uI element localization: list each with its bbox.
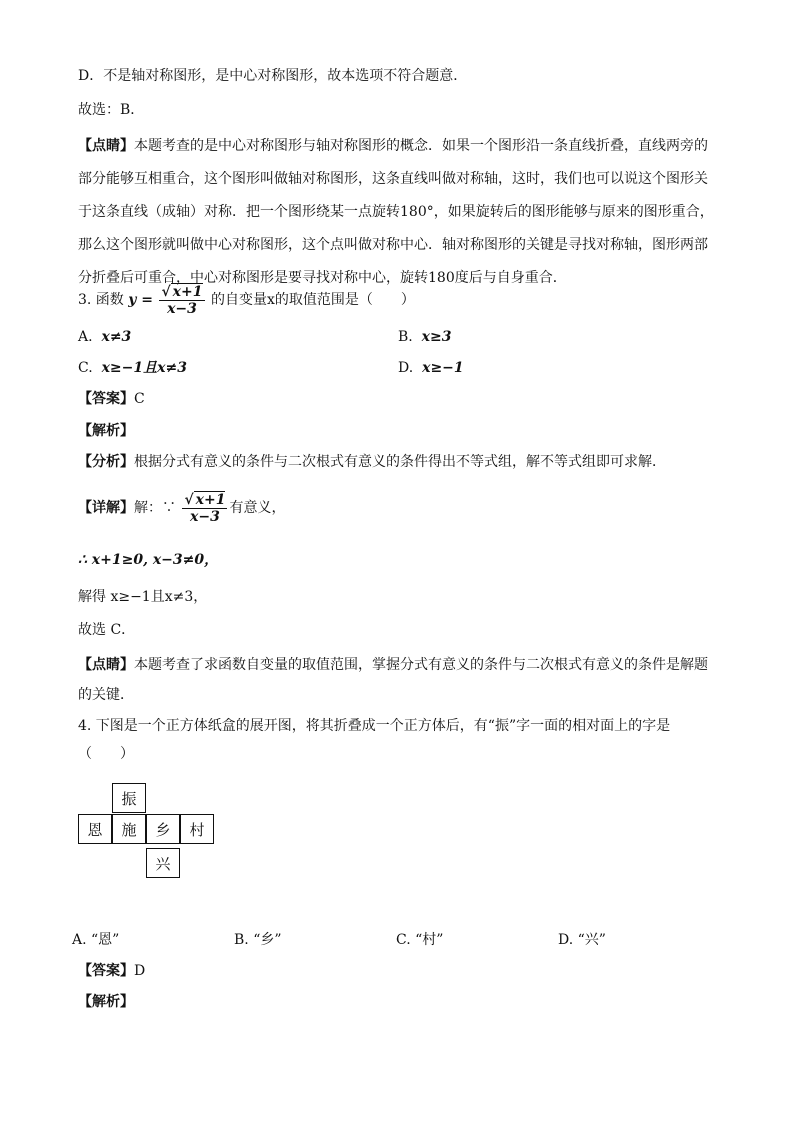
cube-cell-cun: 村 xyxy=(180,814,214,844)
conclusion-text: 故选：B． xyxy=(78,102,145,118)
cube-cell-xing: 兴 xyxy=(146,848,180,878)
question-3-stem: 3. 函数 y = $\frac{√ x+1}{x-3}$ 的自变量x的取值范围是（ ） xyxy=(78,284,415,317)
cube-cell-shi: 施 xyxy=(112,814,146,844)
q3-answer: 【答案】C xyxy=(78,391,145,407)
q3-jiexi-label: 【解析】 xyxy=(78,423,134,439)
q3-xiangjie: 【详解】解：∵ $\frac{√ x+1}{x-3}$ 有意义， xyxy=(78,492,286,525)
q3-step-3: 故选 C． xyxy=(78,622,136,638)
q3-option-b: B. x≥3 xyxy=(398,329,452,345)
cube-cell-en: 恩 xyxy=(78,814,112,844)
q4-option-b: B. “乡” xyxy=(234,932,282,948)
q4-answer: 【答案】D xyxy=(78,963,146,979)
cube-cell-zhen: 振 xyxy=(112,783,146,813)
dianjing-paragraph xyxy=(78,130,718,295)
q3-option-c: C. x≥−1且x≠3 xyxy=(78,360,187,376)
q4-option-c: C. “村” xyxy=(396,932,444,948)
dianjing-text: 本题考查的是中心对称图形与轴对称图形的概念．如果一个图形沿一条直线折叠，直线两旁的部分能够互相重合，这个图形叫做轴对称图形，这条直线叫做对称轴，这时，我们也可以说这个图形关于这条直线（成轴）对称．把一个图形绕某一点旋转180°，如果旋转后的图形能够与原来的图形重合，那么这个图形就叫做中心对称图形，这个点叫做对称中心．轴对称图形的关键是寻找对称轴，图形两部分折叠后可重合，中心对称图形是要寻找对称中心，旋转180度后与自身重合． xyxy=(78,138,714,286)
question-4-stem: 4. 下图是一个正方体纸盒的展开图，将其折叠成一个正方体后，有“振”字一面的相对面上的字是（ ） xyxy=(78,718,671,762)
q3-option-d: D. x≥−1 xyxy=(398,360,464,376)
cube-cell-xiang: 乡 xyxy=(146,814,180,844)
q3-fenxi: 【分析】根据分式有意义的条件与二次根式有意义的条件得出不等式组，解不等式组即可求解． xyxy=(78,454,666,470)
q3-dianjing: 【点睛】本题考查了求函数自变量的取值范围，掌握分式有意义的条件与二次根式有意义的条件是解题的关键． xyxy=(78,657,708,703)
q4-option-a: A. “恩” xyxy=(72,932,120,948)
xiangjie-fraction: $\frac{√ x+1}{x-3}$ xyxy=(184,492,226,525)
q4-jiexi-label: 【解析】 xyxy=(78,994,134,1010)
option-d-explanation: D．不是轴对称图形，是中心对称图形，故本选项不符合题意． xyxy=(78,68,468,84)
q3-option-a: A. x≠3 xyxy=(78,329,132,345)
q4-option-d: D. “兴” xyxy=(558,932,606,948)
q3-step-1: ∴ x+1≥0, x−3≠0， xyxy=(78,552,219,568)
q3-step-2: 解得 x≥−1且x≠3， xyxy=(78,589,208,605)
function-fraction: $\frac{√ x+1}{x-3}$ xyxy=(161,284,203,317)
dianjing-label: 【点睛】 xyxy=(78,138,134,154)
